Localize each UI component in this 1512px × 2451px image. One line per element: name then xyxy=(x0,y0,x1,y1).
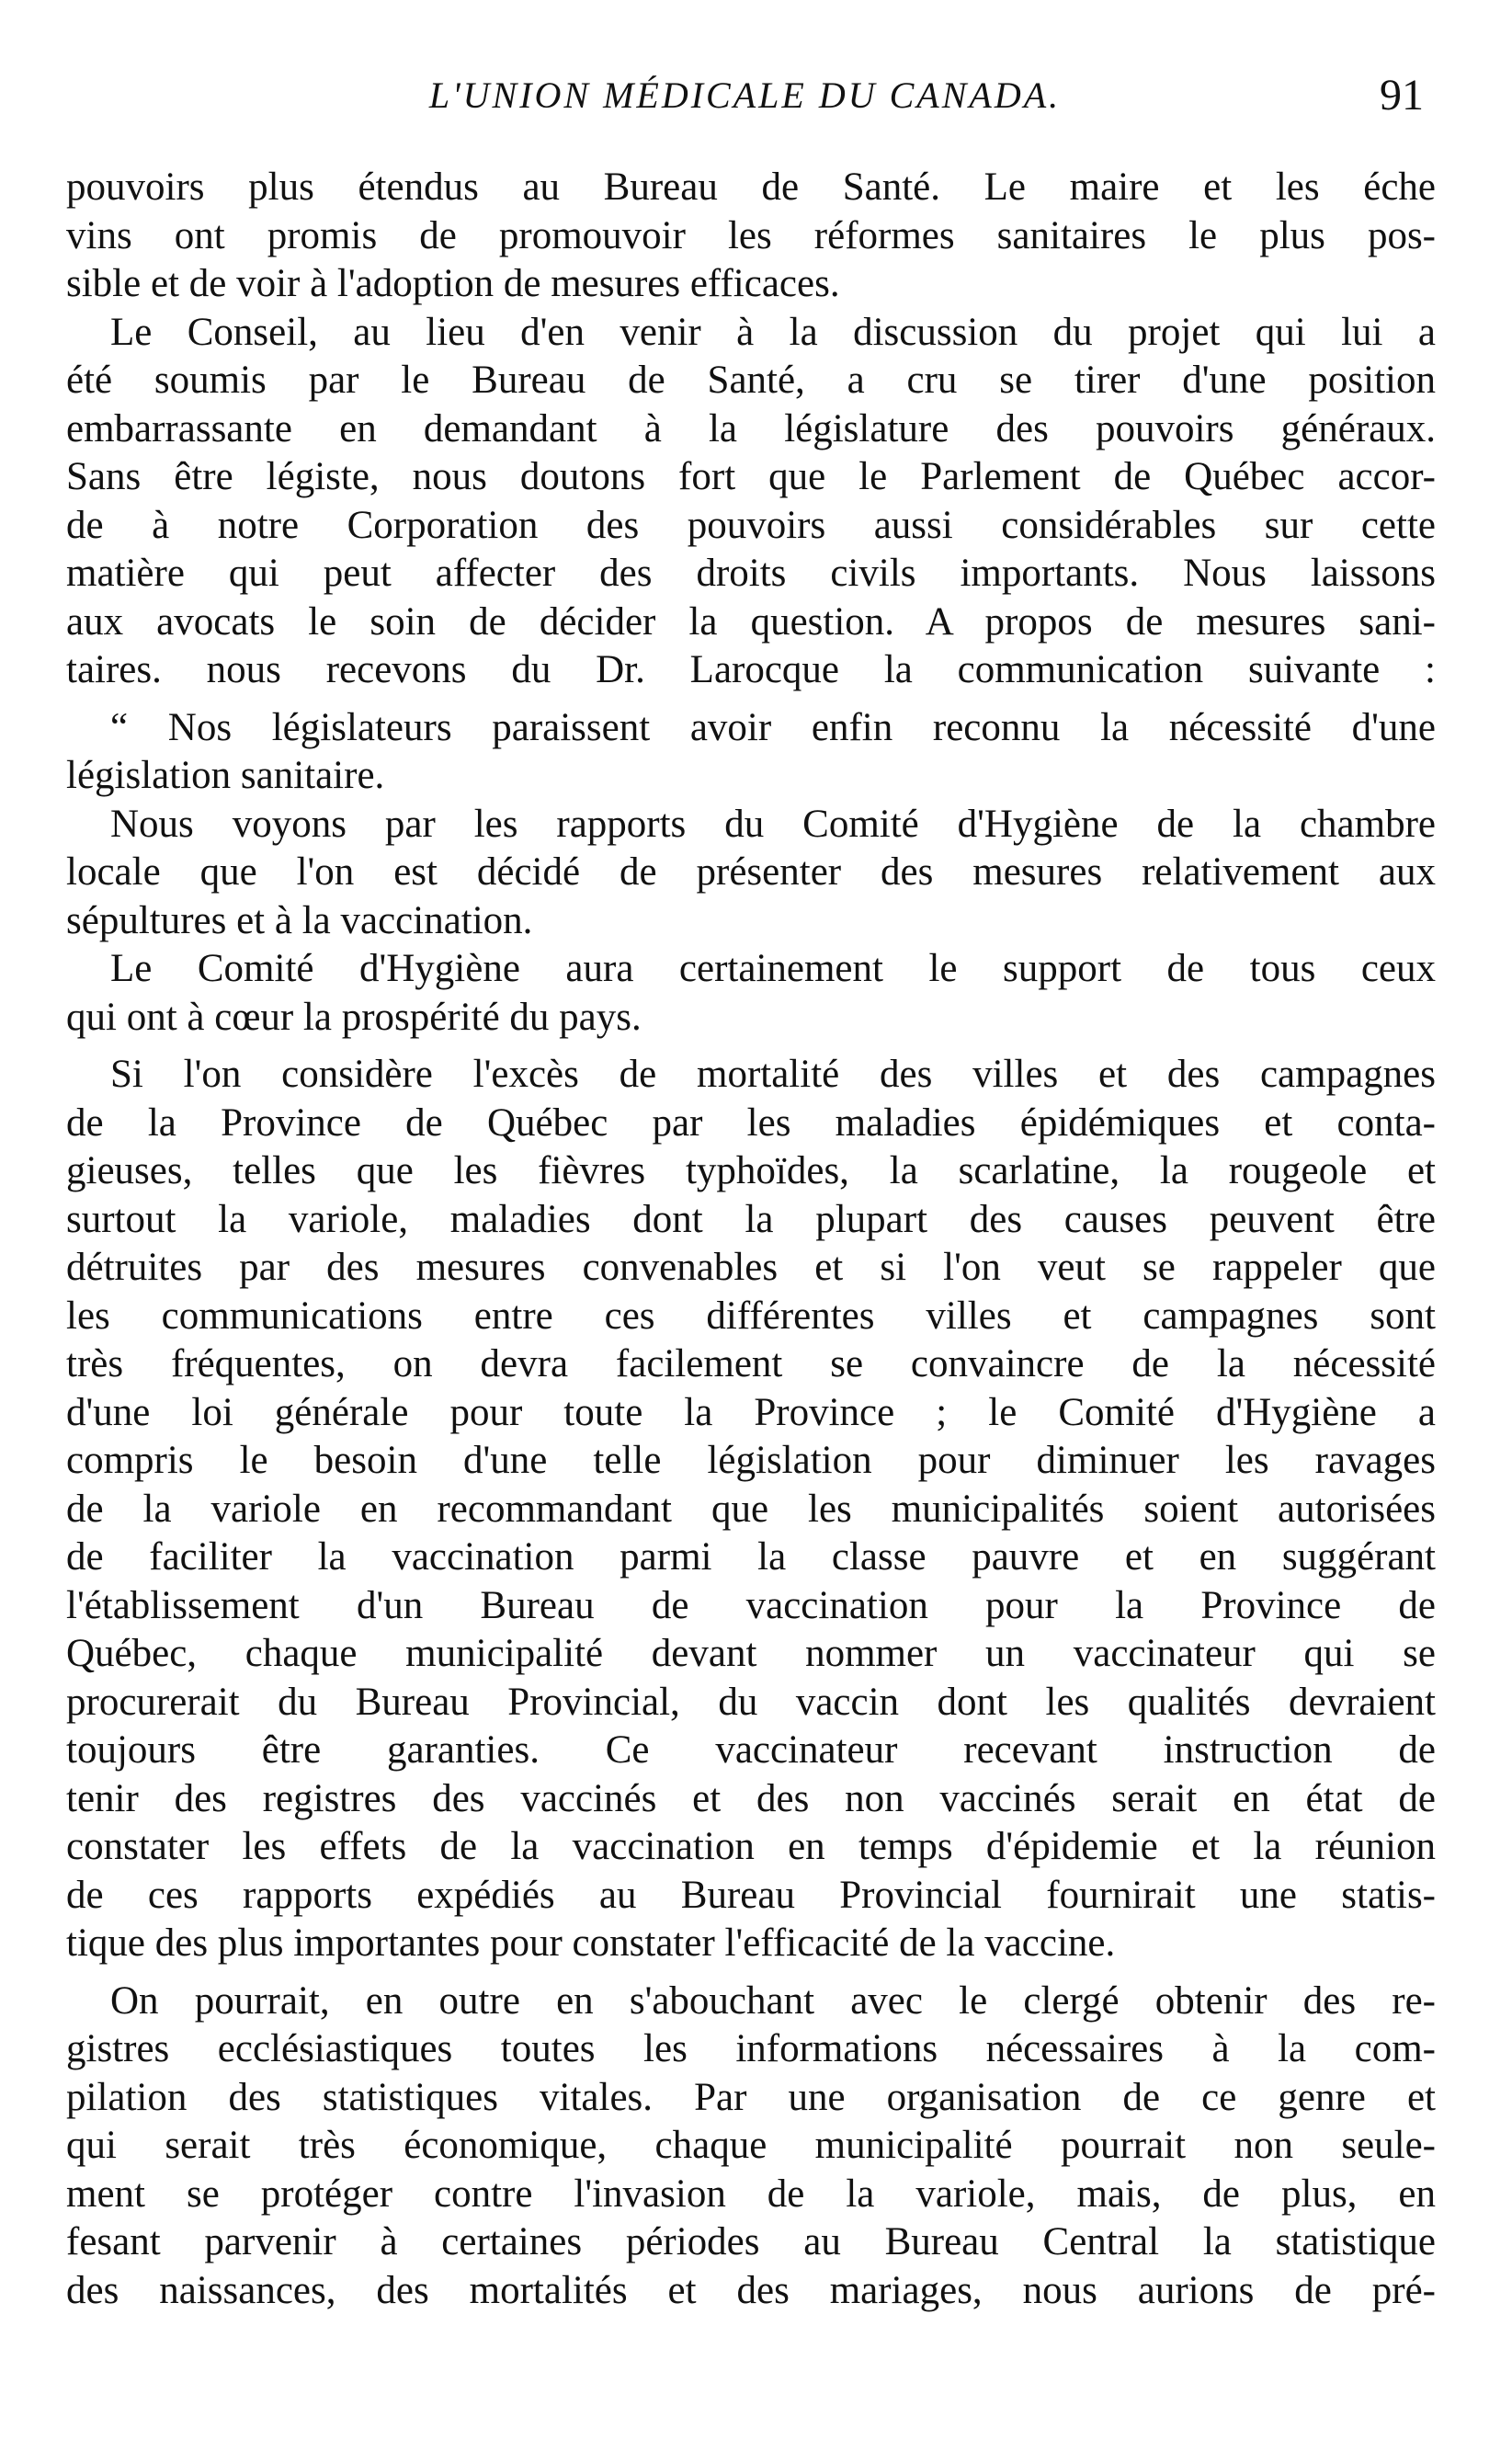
paragraph-gap xyxy=(66,695,1436,704)
text-line: locale que l'on est décidé de présenter des mesures relativement aux xyxy=(66,850,1436,894)
text-line: pouvoirs plus étendus au Bureau de Santé. Le maire et les éche xyxy=(66,165,1436,209)
text-line: de à notre Corporation des pouvoirs aussi considérables sur cette xyxy=(66,503,1436,547)
text-line: gistres ecclésiastiques toutes les informations nécessaires à la com- xyxy=(66,2027,1436,2070)
text-line: législation sanitaire. xyxy=(66,754,385,797)
text-line: constater les effets de la vaccination en temps d'épidemie et la réunion xyxy=(66,1825,1436,1868)
text-line: ment se protéger contre l'invasion de la variole, mais, de plus, en xyxy=(66,2172,1436,2216)
text-line: de la variole en recommandant que les municipalités soient autorisées xyxy=(66,1487,1436,1531)
text-line: qui ont à cœur la prospérité du pays. xyxy=(66,995,642,1039)
text-line: détruites par des mesures convenables et si l'on veut se rappeler que xyxy=(66,1246,1436,1289)
text-line: tique des plus importantes pour constater l'efficacité de la vaccine. xyxy=(66,1921,1116,1965)
text-line: les communications entre ces différentes villes et campagnes sont xyxy=(66,1294,1436,1338)
running-head: L'UNION MÉDICALE DU CANADA. xyxy=(428,74,1062,116)
text-line: pilation des statistiques vitales. Par une organisation de ce genre et xyxy=(66,2075,1436,2119)
text-line: tenir des registres des vaccinés et des non vaccinés serait en état de xyxy=(66,1776,1436,1820)
text-line: taires. nous recevons du Dr. Larocque la communication suivante : xyxy=(66,648,1436,691)
text-line: “ Nos législateurs paraissent avoir enfin reconnu la nécessité d'une xyxy=(110,705,1436,749)
text-line: de faciliter la vaccination parmi la classe pauvre et en suggérant xyxy=(66,1535,1436,1579)
text-line: de la Province de Québec par les maladies épidémiques et conta- xyxy=(66,1100,1436,1145)
text-line: qui serait très économique, chaque municipalité pourrait non seule- xyxy=(66,2124,1436,2167)
text-line: sépultures et à la vaccination. xyxy=(66,898,533,942)
text-line: Québec, chaque municipalité devant nommer un vaccinateur qui se xyxy=(66,1632,1436,1675)
text-line: de ces rapports expédiés au Bureau Provincial fournirait une statis- xyxy=(66,1873,1436,1917)
text-line: été soumis par le Bureau de Santé, a cru se tirer d'une position xyxy=(66,359,1436,402)
paragraph-gap xyxy=(66,1042,1436,1051)
text-line: Le Conseil, au lieu d'en venir à la discussion du projet qui lui a xyxy=(110,310,1436,354)
text-line: des naissances, des mortalités et des mariages, nous aurions de pré- xyxy=(66,2268,1436,2312)
body-text xyxy=(66,164,1436,2315)
text-line: matière qui peut affecter des droits civils importants. Nous laissons xyxy=(66,552,1436,595)
text-line: l'établissement d'un Bureau de vaccination pour la Province de xyxy=(66,1583,1436,1627)
text-line: Nous voyons par les rapports du Comité d'Hygiène de la chambre xyxy=(110,802,1436,846)
text-line: sible et de voir à l'adoption de mesures efficaces. xyxy=(66,262,840,305)
text-line: vins ont promis de promouvoir les réformes sanitaires le plus pos- xyxy=(66,213,1436,257)
text-line: On pourrait, en outre en s'abouchant avec le clergé obtenir des re- xyxy=(110,1978,1436,2023)
text-line: fesant parvenir à certaines périodes au Bureau Central la statistique xyxy=(66,2220,1436,2263)
text-line: embarrassante en demandant à la législature des pouvoirs généraux. xyxy=(66,406,1436,450)
text-line: compris le besoin d'une telle législation pour diminuer les ravages xyxy=(66,1439,1436,1482)
text-line: Le Comité d'Hygiène aura certainement le support de tous ceux xyxy=(110,947,1436,990)
page-header xyxy=(66,66,1424,125)
text-line: Sans être légiste, nous doutons fort que le Parlement de Québec accor- xyxy=(66,455,1436,498)
text-line: aux avocats le soin de décider la question. A propos de mesures sani- xyxy=(66,599,1436,644)
text-line: toujours être garanties. Ce vaccinateur recevant instruction de xyxy=(66,1728,1436,1772)
text-line: très fréquentes, on devra facilement se convaincre de la nécessité xyxy=(66,1342,1436,1385)
text-line: gieuses, telles que les fièvres typhoïdes, la scarlatine, la rougeole et xyxy=(66,1149,1436,1192)
paragraph-gap xyxy=(66,1968,1436,1978)
text-line: surtout la variole, maladies dont la plupart des causes peuvent être xyxy=(66,1197,1436,1241)
text-line: d'une loi générale pour toute la Province ; le Comité d'Hygiène a xyxy=(66,1390,1436,1434)
text-line: procurerait du Bureau Provincial, du vaccin dont les qualités devraient xyxy=(66,1680,1436,1724)
page-number: 91 xyxy=(1380,71,1424,120)
text-line: Si l'on considère l'excès de mortalité des villes et des campagnes xyxy=(110,1053,1436,1096)
